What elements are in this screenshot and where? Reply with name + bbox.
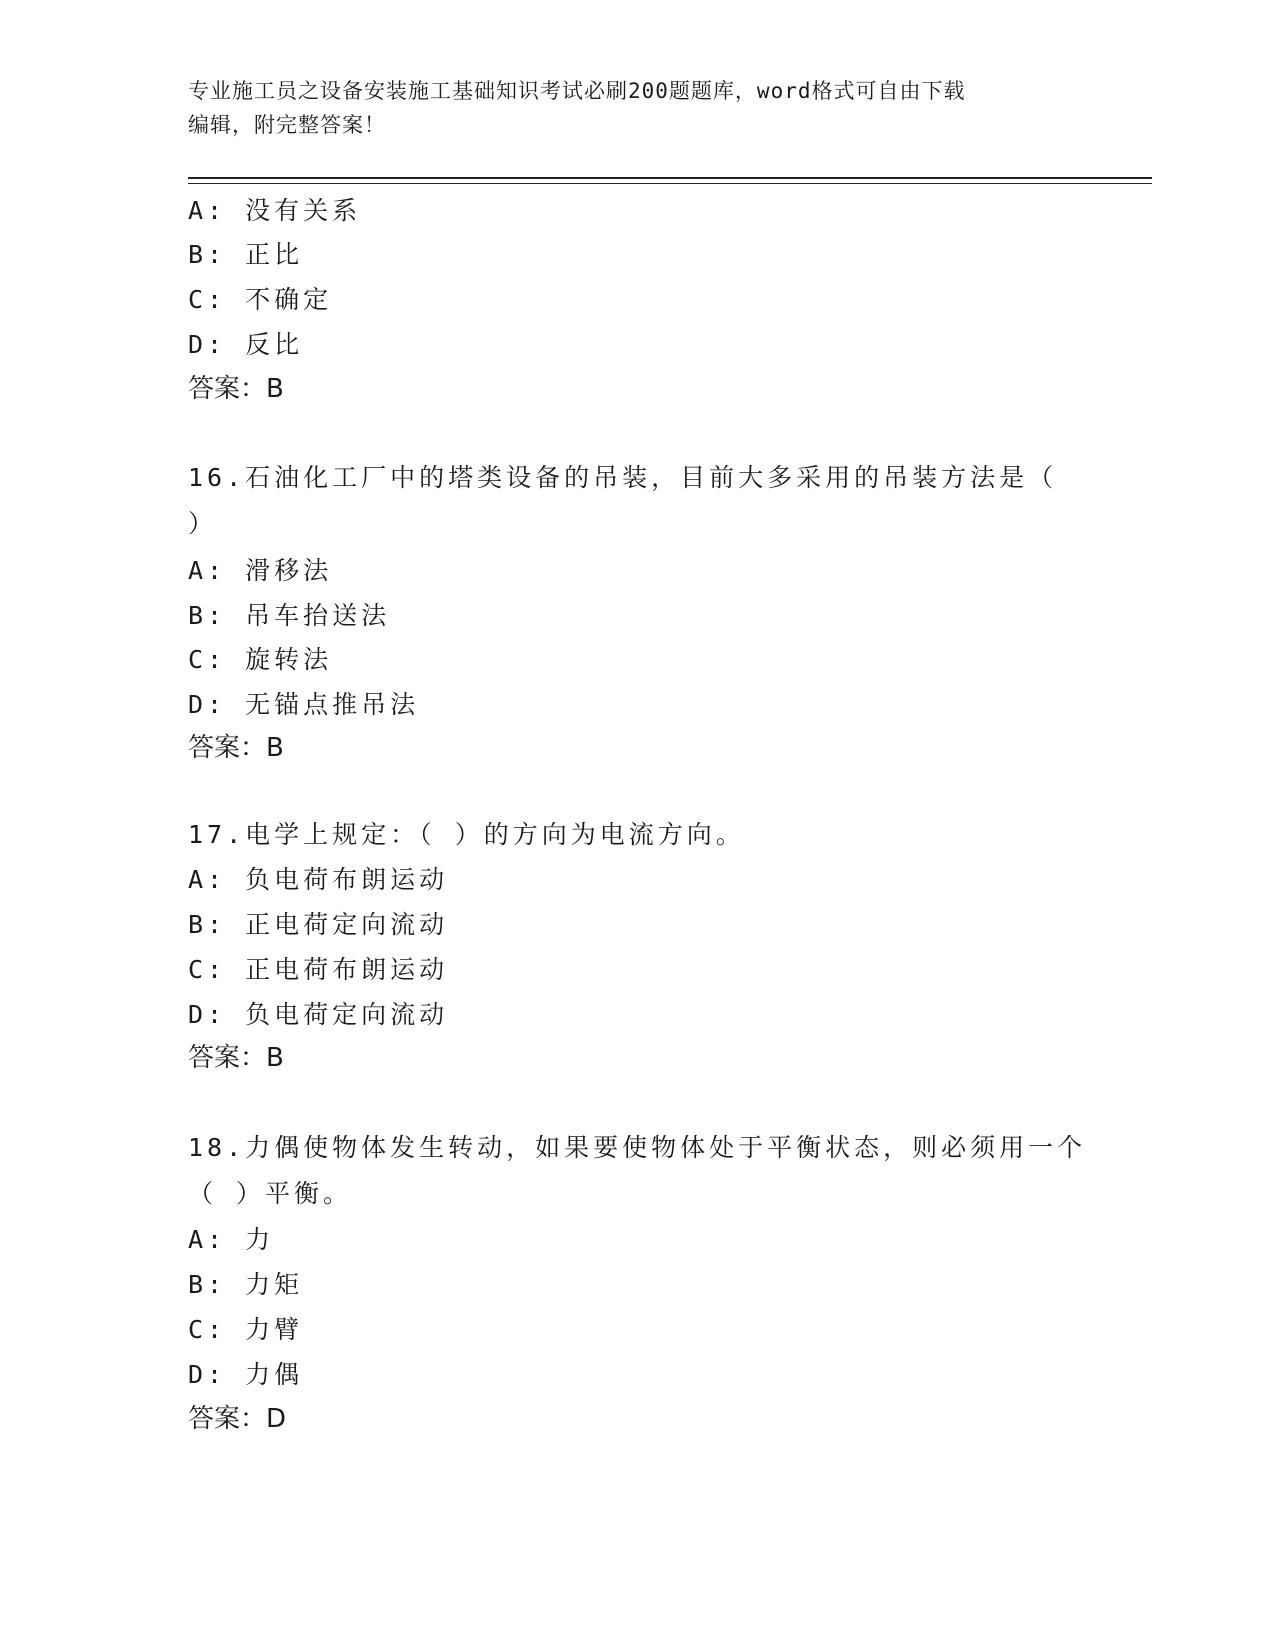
q17-option-d: D: 负电荷定向流动: [188, 1000, 449, 1029]
q18-option-d: D: 力偶: [188, 1360, 304, 1389]
q18-option-a: A: 力: [188, 1225, 275, 1254]
header-rule-thick: [188, 177, 1152, 179]
q16-option-b: B: 吊车抬送法: [188, 601, 391, 630]
q15-answer: 答案：B: [188, 374, 284, 404]
q16-question: 16.石油化工厂中的塔类设备的吊装，目前大多采用的吊装方法是（ ）: [188, 463, 1058, 538]
q15-option-d: D: 反比: [188, 330, 304, 359]
header-rule-thin: [188, 183, 1152, 184]
q18-question: 18.力偶使物体发生转动，如果要使物体处于平衡状态，则必须用一个（ ）平衡。: [188, 1133, 1087, 1208]
q18-option-c: C: 力臂: [188, 1315, 304, 1344]
header-title-line-1: 专业施工员之设备安装施工基础知识考试必刷200题题库，word格式可自由下载: [188, 79, 966, 103]
q18-option-b: B: 力矩: [188, 1270, 304, 1299]
q15-option-c: C: 不确定: [188, 285, 333, 314]
q17-question: 17.电学上规定：（ ）的方向为电流方向。: [188, 820, 745, 849]
q18-answer: 答案：D: [188, 1404, 287, 1434]
q16-option-d: D: 无锚点推吊法: [188, 690, 420, 719]
header-title-line-2: 编辑，附完整答案！: [188, 113, 386, 137]
q15-option-b: B: 正比: [188, 240, 304, 269]
q17-option-b: B: 正电荷定向流动: [188, 910, 449, 939]
q17-option-c: C: 正电荷布朗运动: [188, 955, 449, 984]
q16-option-c: C: 旋转法: [188, 645, 333, 674]
document-header: [188, 74, 1078, 142]
q17-option-a: A: 负电荷布朗运动: [188, 865, 449, 894]
q17-answer: 答案：B: [188, 1043, 284, 1073]
q15-option-a: A: 没有关系: [188, 196, 362, 225]
q16-option-a: A: 滑移法: [188, 556, 333, 585]
q16-answer: 答案：B: [188, 733, 284, 763]
